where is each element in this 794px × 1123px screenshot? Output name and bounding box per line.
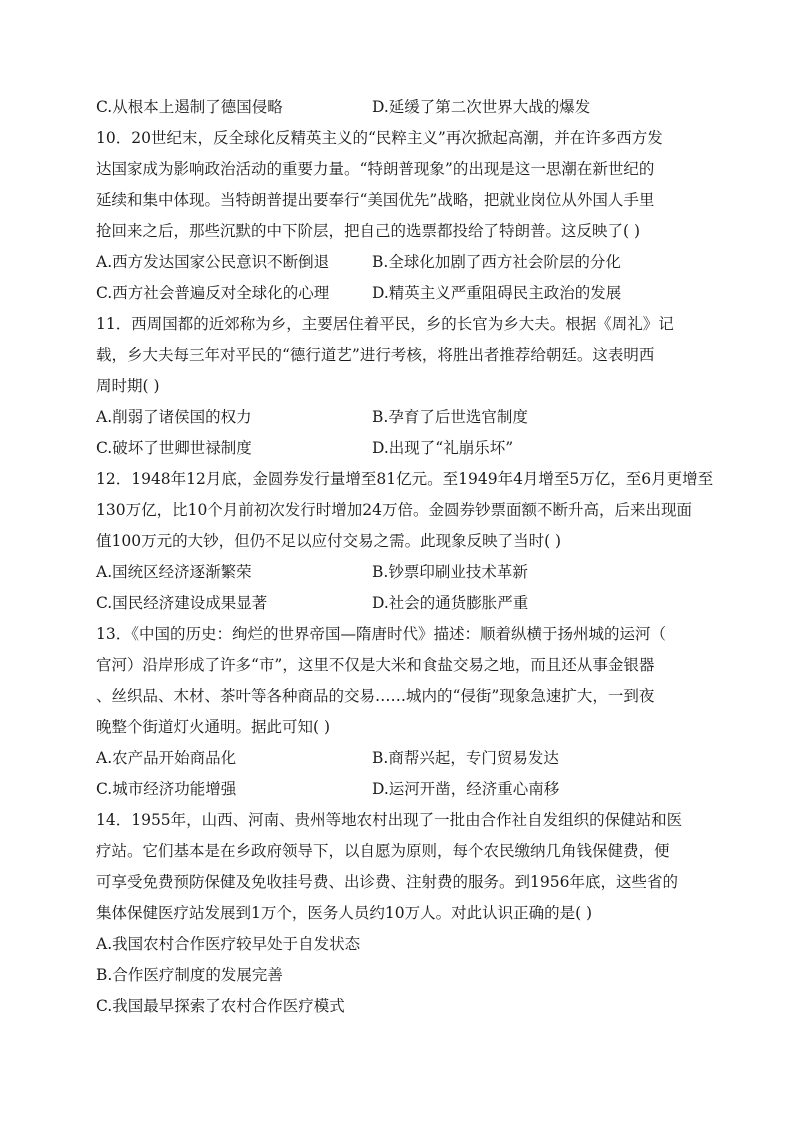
q13-option-a: A.农产品开始商品化	[96, 749, 237, 767]
q14-option-a: A.我国农村合作医疗较早处于自发状态	[96, 935, 361, 953]
q10-option-c: C.西方社会普遍反对全球化的心理	[96, 284, 330, 302]
q13-option-b: B.商帮兴起，专门贸易发达	[372, 749, 559, 767]
q10-option-a: A.西方发达国家公民意识不断倒退	[96, 253, 330, 271]
q14-option-b: B.合作医疗制度的发展完善	[96, 966, 283, 984]
q11-stem-line-3: 周时期( )	[96, 377, 160, 395]
q11-option-a: A.削弱了诸侯国的权力	[96, 408, 252, 426]
q14-stem-line-3: 可享受免费预防保健及免收挂号费、出诊费、注射费的服务。到1956年底，这些省的	[96, 873, 678, 891]
q14-stem-line-4: 集体保健医疗站发展到1万个，医务人员约10万人。对此认识正确的是( )	[96, 904, 593, 922]
q12-stem-line-2: 130万亿，比10个月前初次发行时增加24万倍。金圆券钞票面额不断升高，后来出现面	[96, 501, 693, 519]
q10-stem-line-4: 抢回来之后，那些沉默的中下阶层，把自己的选票都投给了特朗普。这反映了( )	[96, 222, 641, 240]
q12-stem-line-1: 12．1948年12月底，金圆券发行量增至81亿元。至1949年4月增至5万亿，至6月更增至	[96, 470, 714, 488]
q10-option-b: B.全球化加剧了西方社会阶层的分化	[372, 253, 621, 271]
q13-option-d: D.运河开凿，经济重心南移	[372, 780, 560, 798]
q14-stem-line-1: 14．1955年，山西、河南、贵州等地农村出现了一批由合作社自发组织的保健站和医	[96, 811, 683, 829]
q11-option-b: B.孕育了后世选官制度	[372, 408, 528, 426]
q10-option-d: D.精英主义严重阻碍民主政治的发展	[372, 284, 622, 302]
q11-stem-line-2: 载，乡大夫每三年对平民的“德行道艺”进行考核，将胜出者推荐给朝廷。这表明西	[96, 346, 655, 364]
q10-stem-line-1: 10．20世纪末，反全球化反精英主义的“民粹主义”再次掀起高潮，并在许多西方发	[96, 129, 663, 147]
q12-stem-line-3: 值100万元的大钞，但仍不足以应付交易之需。此现象反映了当时( )	[96, 532, 562, 550]
q14-option-c: C.我国最早探索了农村合作医疗模式	[96, 997, 345, 1015]
q13-stem-line-2: 官河）沿岸形成了许多“市”，这里不仅是大米和食盐交易之地，而且还从事金银器	[96, 656, 655, 674]
q10-stem-line-3: 延续和集中体现。当特朗普提出要奉行“美国优先”战略，把就业岗位从外国人手里	[96, 191, 655, 209]
q14-stem-line-2: 疗站。它们基本是在乡政府领导下，以自愿为原则，每个农民缴纳几角钱保健费，便	[96, 842, 670, 860]
q13-stem-line-4: 晚整个街道灯火通明。据此可知( )	[96, 718, 331, 736]
q12-option-b: B.钞票印刷业技术革新	[372, 563, 528, 581]
q13-stem-line-1: 13．《中国的历史：绚烂的世界帝国—隋唐时代》描述：顺着纵横于扬州城的运河（	[96, 625, 666, 643]
q10-stem-line-2: 达国家成为影响政治活动的重要力量。“特朗普现象”的出现是这一思潮在新世纪的	[96, 160, 655, 178]
q12-option-a: A.国统区经济逐渐繁荣	[96, 563, 252, 581]
q9-option-c: C.从根本上遏制了德国侵略	[96, 98, 283, 116]
q13-stem-line-3: 、丝织品、木材、茶叶等各种商品的交易……城内的“侵街”现象急速扩大，一到夜	[96, 687, 655, 705]
q11-option-d: D.出现了“礼崩乐坏”	[372, 439, 514, 457]
q12-option-c: C.国民经济建设成果显著	[96, 594, 268, 612]
q13-option-c: C.城市经济功能增强	[96, 780, 237, 798]
q11-stem-line-1: 11．西周国都的近郊称为乡，主要居住着平民，乡的长官为乡大夫。根据《周礼》记	[96, 315, 674, 333]
q9-option-d: D.延缓了第二次世界大战的爆发	[372, 98, 591, 116]
q12-option-d: D.社会的通货膨胀严重	[372, 594, 529, 612]
q11-option-c: C.破坏了世卿世禄制度	[96, 439, 252, 457]
